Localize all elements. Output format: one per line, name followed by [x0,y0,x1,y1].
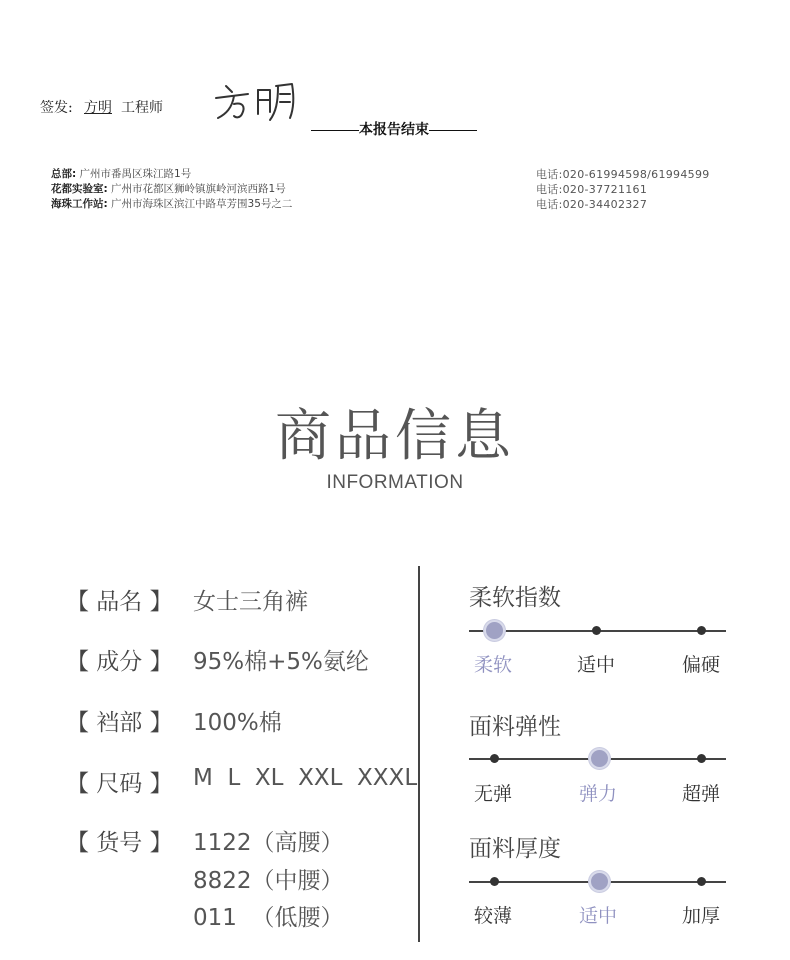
vertical-divider [418,566,420,942]
spec-value-crotch: 100%棉 [193,710,282,736]
rule-right [429,130,477,131]
meter-option-thin: 较薄 [474,905,513,927]
meter-option-stretch: 弹力 [579,783,618,805]
spec-label-crotch: 【 裆部 】 [66,710,173,736]
meter-option-hard: 偏硬 [682,654,721,676]
meter-stop [592,626,601,635]
section-title: 商品信息 [275,404,515,469]
meter-title-softness: 柔软指数 [469,585,561,611]
meter-title-thickness: 面料厚度 [469,836,561,862]
meter-option-thick: 加厚 [682,905,721,927]
spec-value-composition: 95%棉+5%氨纶 [193,649,369,675]
meter-stop [697,877,706,886]
spec-value-item-no-low: 011 （低腰） [193,905,344,931]
meter-knob-thickness [589,871,610,892]
address-line-haizhu-station: 海珠工作站: 广州市海珠区滨江中路草芳围35号之二 [51,198,293,210]
meter-stop [490,754,499,763]
meter-option-medium-thickness: 适中 [579,905,618,927]
meter-knob-elasticity [589,748,610,769]
meter-option-no-stretch: 无弹 [474,783,513,805]
phone-line: 电话:020-61994598/61994599 [536,168,710,181]
meter-stop [697,754,706,763]
meter-option-soft: 柔软 [474,654,513,676]
spec-label-item-no: 【 货号 】 [66,830,173,856]
phone-line: 电话:020-37721161 [536,183,648,196]
spec-label-composition: 【 成分 】 [66,649,173,675]
rule-left [311,130,359,131]
meter-title-elasticity: 面料弹性 [469,714,561,740]
signer-title: 工程师 [121,100,163,116]
meter-stop [697,626,706,635]
signer-name: 方明 [84,100,112,116]
address-line-headquarters: 总部: 广州市番禺区珠江路1号 [51,168,192,180]
spec-value-name: 女士三角裤 [193,589,308,615]
meter-stop [490,877,499,886]
spec-label-size: 【 尺码 】 [66,771,173,797]
section-subtitle: INFORMATION [326,472,464,493]
meter-knob-softness [484,620,505,641]
sign-label: 签发: [40,100,73,116]
spec-label-name: 【 品名 】 [66,589,173,615]
meter-option-medium: 适中 [577,654,616,676]
spec-value-item-no-high: 1122（高腰） [193,830,344,856]
handwritten-signature [212,72,304,124]
address-line-huadu-lab: 花都实验室: 广州市花都区狮岭镇旗岭河滨西路1号 [51,183,286,195]
spec-value-item-no-mid: 8822（中腰） [193,868,344,894]
report-end-line [311,119,477,139]
meter-option-super-stretch: 超弹 [682,783,721,805]
report-end-text: 本报告结束 [359,122,429,138]
phone-line: 电话:020-34402327 [536,198,648,211]
spec-value-size: M L XL XXL XXXL [193,765,418,791]
